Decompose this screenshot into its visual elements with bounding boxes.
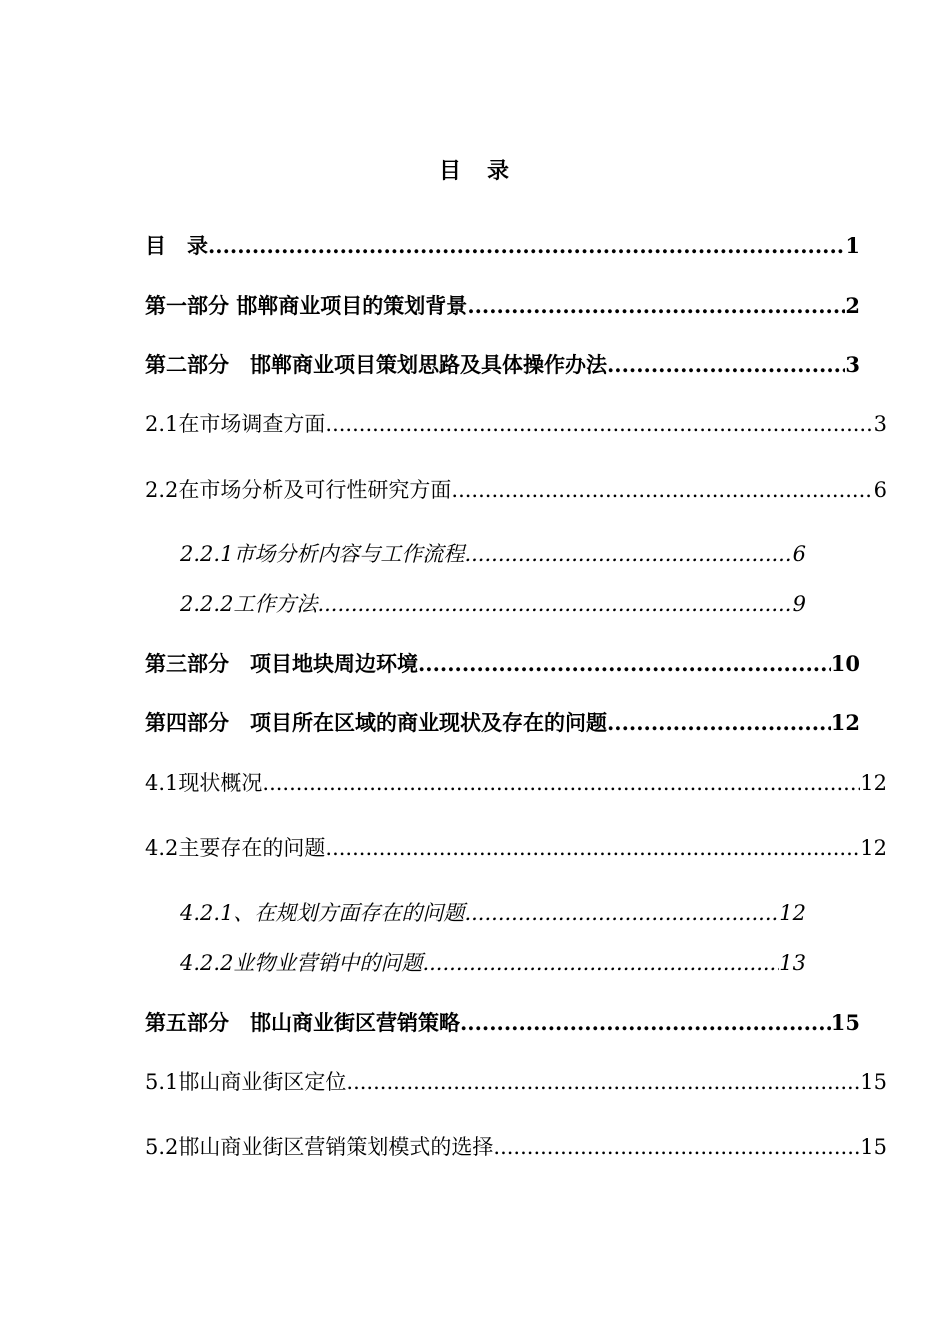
toc-entry[interactable]	[145, 767, 887, 797]
toc-entry-label: 2.2.1市场分析内容与工作流程	[180, 542, 465, 566]
toc-title: 目 录	[438, 158, 511, 184]
toc-entry[interactable]	[180, 538, 806, 568]
toc-entry-page: 6	[792, 542, 806, 566]
dot-leader	[607, 352, 845, 377]
toc-entry-page: 1	[845, 233, 860, 258]
dot-leader	[262, 771, 860, 795]
toc-entry-page: 2	[845, 293, 860, 318]
toc-entry-label: 2.2.2工作方法	[180, 592, 318, 616]
toc-entry[interactable]	[145, 1007, 860, 1037]
toc-entry[interactable]	[180, 897, 806, 927]
toc-entry-page: 15	[860, 1070, 887, 1094]
toc-entry[interactable]	[180, 588, 806, 618]
toc-entry-page: 9	[792, 592, 806, 616]
dot-leader	[607, 710, 831, 735]
toc-entry-page: 12	[830, 710, 860, 735]
toc-entry[interactable]	[145, 1131, 887, 1161]
toc-entry-label: 4.1现状概况	[145, 771, 263, 795]
dot-leader	[493, 1135, 860, 1159]
toc-entry-page: 6	[873, 478, 887, 502]
dot-leader	[325, 412, 873, 436]
toc-entry[interactable]	[145, 408, 887, 438]
toc-entry[interactable]	[145, 1066, 887, 1096]
toc-entry-label: 第二部分 邯郸商业项目策划思路及具体操作办法	[145, 352, 607, 377]
toc-entry-page: 15	[860, 1135, 887, 1159]
dot-leader	[317, 592, 792, 616]
toc-entry-label: 2.2在市场分析及可行性研究方面	[145, 478, 452, 502]
toc-entry-page: 12	[779, 901, 806, 925]
toc-entry-label: 第五部分 邯山商业街区营销策略	[145, 1010, 460, 1035]
toc-entry-page: 3	[873, 412, 887, 436]
toc-entry-page: 3	[845, 352, 860, 377]
dot-leader	[464, 542, 792, 566]
dot-leader	[346, 1070, 860, 1094]
toc-entry[interactable]	[180, 947, 806, 977]
dot-leader	[422, 951, 779, 975]
dot-leader	[418, 651, 831, 676]
toc-entry[interactable]	[145, 290, 860, 320]
dot-leader	[460, 1010, 831, 1035]
toc-entry[interactable]	[145, 474, 887, 504]
toc-entry-page: 15	[830, 1010, 860, 1035]
dot-leader	[464, 901, 779, 925]
toc-entry[interactable]	[145, 707, 860, 737]
toc-entry-page: 10	[830, 651, 860, 676]
dot-leader	[451, 478, 873, 502]
toc-entry-label: 第三部分 项目地块周边环境	[145, 651, 418, 676]
toc-entry[interactable]	[145, 832, 887, 862]
dot-leader	[208, 233, 845, 258]
toc-entry-page: 12	[860, 771, 887, 795]
toc-entry-label: 5.2邯山商业街区营销策划模式的选择	[145, 1135, 494, 1159]
toc-entry[interactable]	[145, 349, 860, 379]
toc-entry[interactable]	[145, 648, 860, 678]
toc-entry-label: 目 录	[145, 233, 208, 258]
toc-entry-page: 13	[779, 951, 806, 975]
toc-entry-label: 4.2主要存在的问题	[145, 836, 326, 860]
toc-entry-label: 第四部分 项目所在区域的商业现状及存在的问题	[145, 710, 607, 735]
toc-entry-label: 5.1邯山商业街区定位	[145, 1070, 347, 1094]
toc-entry-label: 2.1在市场调查方面	[145, 412, 326, 436]
toc-entry-page: 12	[860, 836, 887, 860]
dot-leader	[467, 293, 845, 318]
dot-leader	[325, 836, 860, 860]
toc-entry[interactable]	[145, 230, 860, 260]
toc-entry-label: 4.2.1、在规划方面存在的问题	[180, 901, 465, 925]
toc-entry-label: 第一部分 邯郸商业项目的策划背景	[145, 293, 468, 318]
toc-entry-label: 4.2.2业物业营销中的问题	[180, 951, 423, 975]
